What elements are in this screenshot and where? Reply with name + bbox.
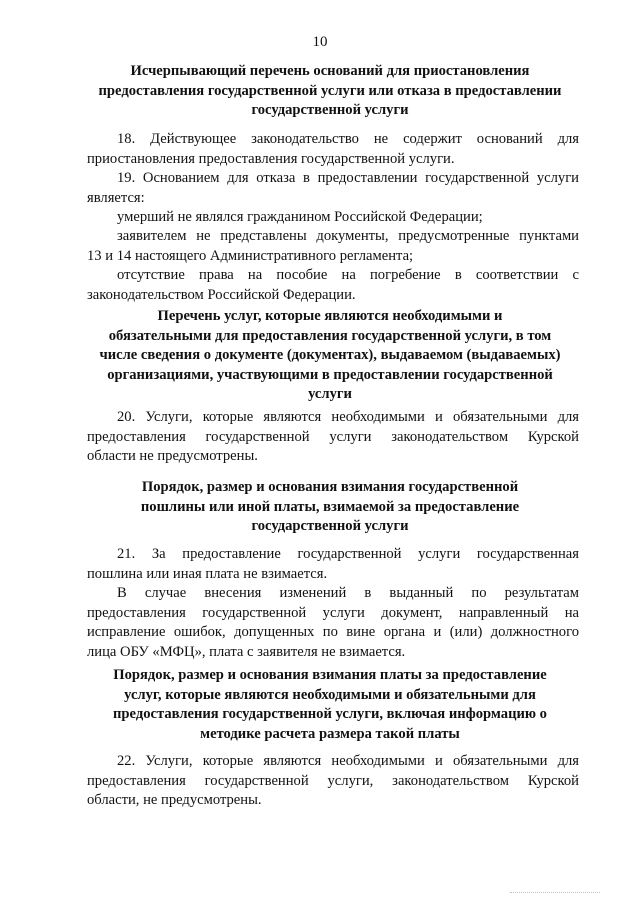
heading-line: услуги [308, 386, 352, 402]
refusal-item-3 [87, 266, 579, 305]
paragraph-22 [87, 752, 579, 811]
paragraph-21-continuation [87, 584, 579, 662]
paragraph-20 [87, 408, 579, 467]
section-heading-fee-methodology [70, 666, 590, 744]
heading-line: Исчерпывающий перечень оснований для приостановления [130, 63, 530, 79]
heading-line: предоставления государственной услуги, включая информацию о [113, 706, 547, 722]
paragraph-line: пошлина или иная плата не взимается. [87, 565, 328, 582]
paragraph-line: лица ОБУ «МФЦ», плата с заявителя не взимается. [87, 643, 406, 660]
paragraph-line: 20. Услуги, которые являются необходимыми и обязательными для [117, 409, 579, 425]
heading-line: Порядок, размер и основания взимания государственной [141, 479, 519, 495]
page-number: 10 [312, 34, 328, 50]
paragraph-line: 18. Действующее законодательство не содержит оснований для [117, 131, 579, 147]
section-heading-required-services [80, 307, 580, 405]
paragraph-18 [87, 130, 579, 169]
paragraph-line: отсутствие права на пособие на погребение в соответствии с [117, 267, 579, 283]
refusal-item-1 [87, 208, 579, 228]
paragraph-line: исправление ошибок, допущенных по вине органа и (или) должностного [87, 624, 579, 640]
paragraph-line: умерший не являлся гражданином Российской Федерации; [117, 209, 483, 225]
scan-artifact [510, 892, 600, 899]
heading-line: государственной услуги [251, 518, 409, 534]
refusal-item-2 [87, 227, 579, 266]
paragraph-line: 13 и 14 настоящего Административного регламента; [87, 247, 414, 264]
paragraph-line: 22. Услуги, которые являются необходимыми и обязательными для [117, 753, 579, 769]
paragraph-line: предоставления государственной услуги, законодательством Курской [87, 772, 579, 789]
paragraph-line: 21. За предоставление государственной услуги государственная [117, 546, 579, 562]
heading-line: пошлины или иной платы, взимаемой за предоставление [140, 498, 520, 515]
paragraph-line: В случае внесения изменений в выданный по результатам [117, 585, 579, 601]
paragraph-line: законодательством Российской Федерации. [87, 286, 356, 303]
paragraph-line: области не предусмотрены. [87, 448, 258, 464]
paragraph-line: области, не предусмотрены. [87, 792, 262, 808]
heading-line: Перечень услуг, которые являются необходимыми и [157, 308, 503, 324]
paragraph-line: заявителем не представлены документы, предусмотренные пунктами [117, 228, 579, 244]
heading-line: числе сведения о документе (документах), выдаваемом (выдаваемых) [99, 347, 561, 363]
heading-line: Порядок, размер и основания взимания платы за предоставление [113, 667, 547, 683]
heading-line: организациями, участвующими в предоставлении государственной [107, 366, 553, 383]
paragraph-21 [87, 545, 579, 584]
section-heading-state-fee [80, 478, 580, 537]
heading-line: обязательными для предоставления государственной услуги, в том [108, 327, 552, 344]
heading-line: государственной услуги [251, 102, 409, 118]
section-heading-suspension-refusal [80, 62, 580, 121]
paragraph-19 [87, 169, 579, 208]
heading-line: предоставления государственной услуги или отказа в предоставлении [98, 82, 562, 99]
heading-line: услуг, которые являются необходимыми и обязательными для [124, 686, 536, 703]
heading-line: методике расчета размера такой платы [200, 725, 460, 742]
paragraph-line: 19. Основанием для отказа в предоставлении государственной услуги [117, 170, 579, 186]
paragraph-line: приостановления предоставления государственной услуги. [87, 150, 455, 167]
paragraph-line: предоставления государственной услуги документ, направленный на [87, 604, 579, 621]
paragraph-line: предоставления государственной услуги законодательством Курской [87, 428, 579, 445]
paragraph-line: является: [87, 189, 145, 206]
